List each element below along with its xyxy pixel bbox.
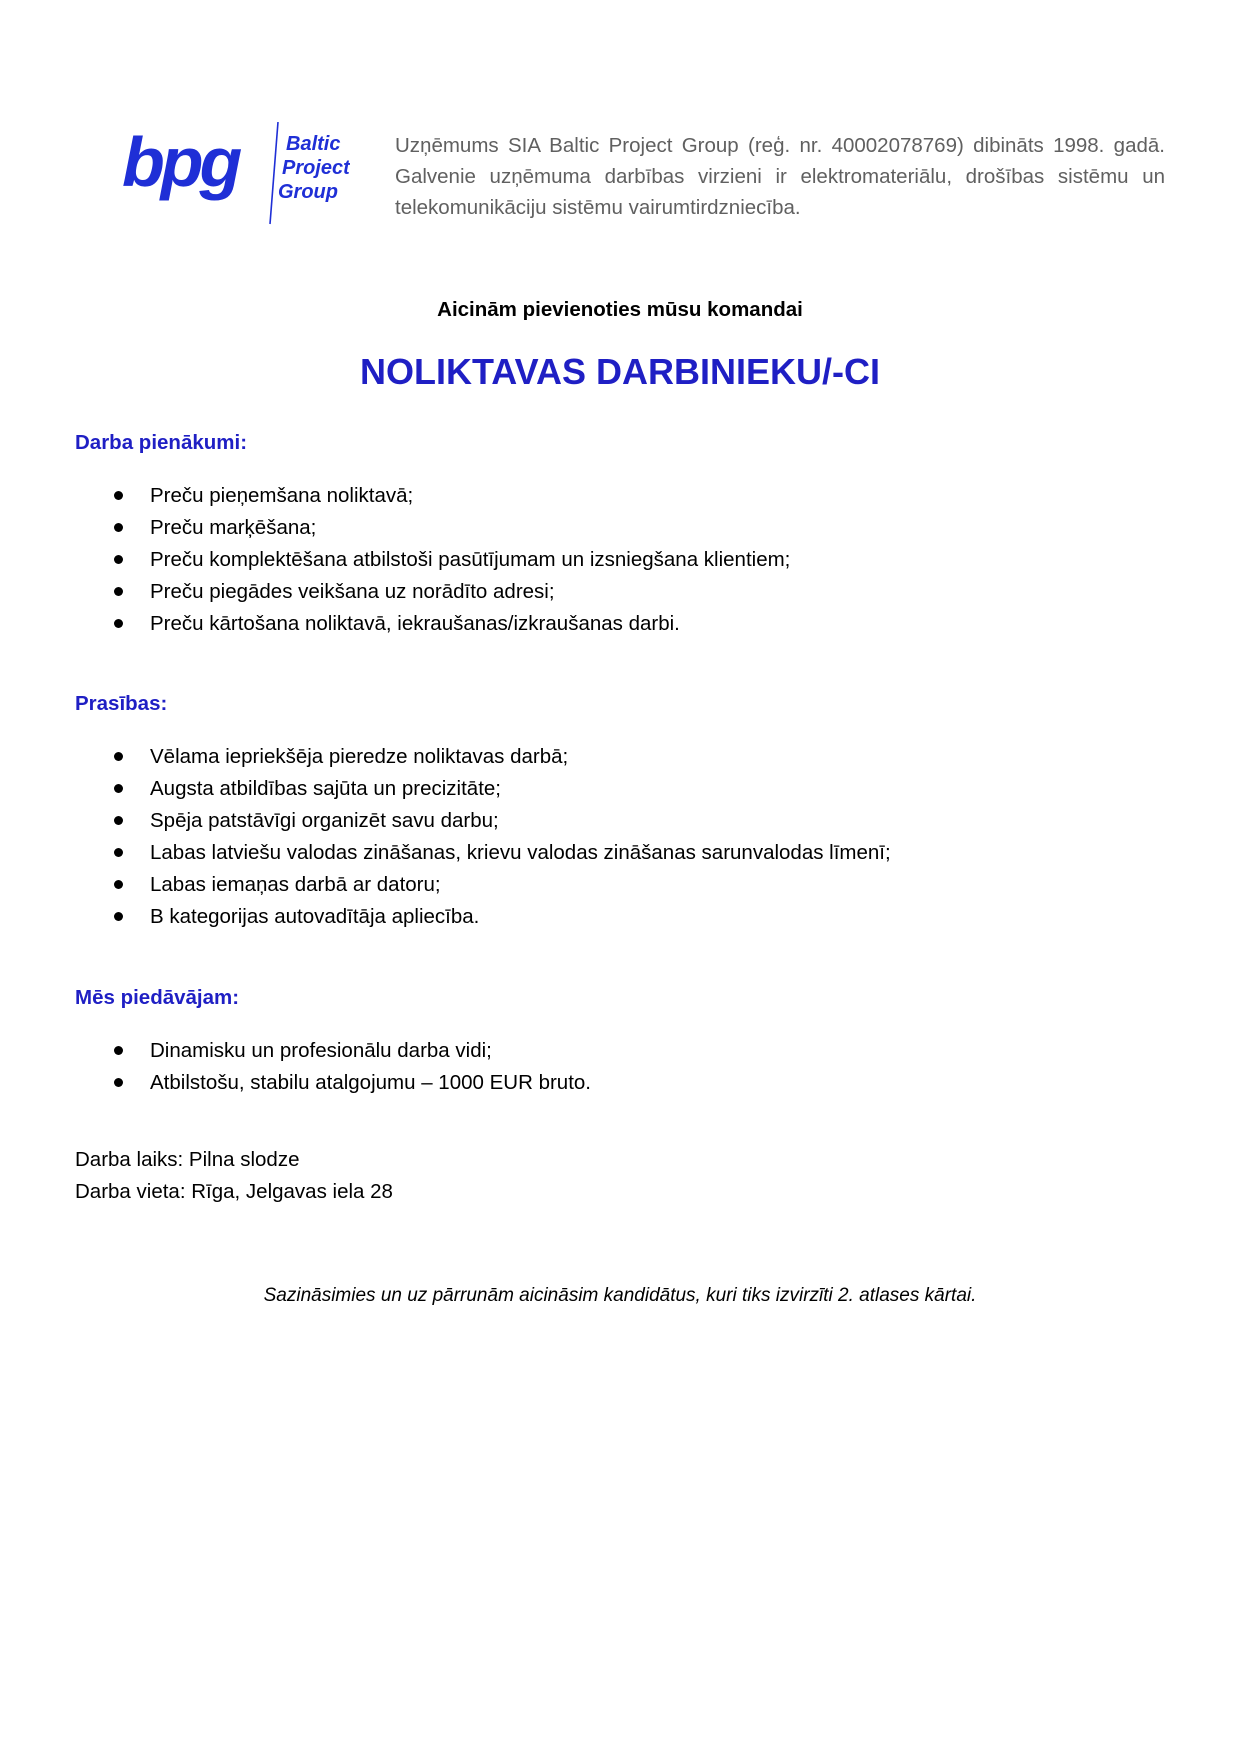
list-item: Labas latviešu valodas zināšanas, krievu valodas zināšanas sarunvalodas līmenī; [75, 837, 891, 869]
bullet-icon [114, 1078, 123, 1087]
offer-list [75, 1035, 591, 1099]
invite-line: Aicinām pievienoties mūsu komandai [437, 298, 803, 321]
bullet-icon [114, 880, 123, 889]
duties-list [75, 480, 790, 640]
offer-heading: Mēs piedāvājam: [75, 986, 240, 1009]
list-item: B kategorijas autovadītāja apliecība. [75, 901, 891, 933]
bullet-icon [114, 523, 123, 532]
svg-text:Group: Group [278, 181, 338, 203]
list-item: Preču komplektēšana atbilstoši pasūtījumam un izsniegšana klientiem; [75, 544, 790, 576]
svg-text:bpg: bpg [122, 123, 239, 201]
bullet-icon [114, 491, 123, 500]
bullet-icon [114, 784, 123, 793]
list-item: Atbilstošu, stabilu atalgojumu – 1000 EUR bruto. [75, 1067, 591, 1099]
work-location: Darba vieta: Rīga, Jelgavas iela 28 [75, 1180, 393, 1203]
list-item: Augsta atbildības sajūta un precizitāte; [75, 773, 891, 805]
list-item: Vēlama iepriekšēja pieredze noliktavas darbā; [75, 741, 891, 773]
list-item: Labas iemaņas darbā ar datoru; [75, 869, 891, 901]
requirements-heading: Prasības: [75, 692, 168, 715]
bullet-icon [114, 619, 123, 628]
bullet-icon [114, 587, 123, 596]
company-intro: Uzņēmums SIA Baltic Project Group (reģ. nr. 40002078769) dibināts 1998. gadā. Galvenie uzņēmuma darbības virzieni ir elektromateriālu, drošības sistēmu un telekomunikāciju sistēmu vairumtirdzniecība. [395, 134, 1165, 219]
company-logo [120, 122, 350, 230]
footer-note: Sazināsimies un uz pārrunām aicināsim kandidātus, kuri tiks izvirzīti 2. atlases kārtai. [263, 1285, 977, 1306]
list-item: Preču kārtošana noliktavā, iekraušanas/izkraušanas darbi. [75, 608, 790, 640]
position-title: NOLIKTAVAS DARBINIEKU/-CI [360, 351, 880, 392]
list-item: Dinamisku un profesionālu darba vidi; [75, 1035, 591, 1067]
work-info [75, 1144, 393, 1208]
list-item: Preču marķēšana; [75, 512, 790, 544]
bullet-icon [114, 912, 123, 921]
bullet-icon [114, 752, 123, 761]
bullet-icon [114, 555, 123, 564]
bullet-icon [114, 816, 123, 825]
svg-text:Project: Project [282, 157, 350, 179]
list-item: Preču pieņemšana noliktavā; [75, 480, 790, 512]
list-item: Spēja patstāvīgi organizēt savu darbu; [75, 805, 891, 837]
list-item: Preču piegādes veikšana uz norādīto adresi; [75, 576, 790, 608]
bullet-icon [114, 1046, 123, 1055]
duties-heading: Darba pienākumi: [75, 431, 248, 454]
bpg-logo-graphic [120, 122, 350, 230]
svg-text:Baltic: Baltic [286, 133, 341, 155]
requirements-list [75, 741, 891, 933]
bullet-icon [114, 848, 123, 857]
work-hours: Darba laiks: Pilna slodze [75, 1148, 300, 1171]
